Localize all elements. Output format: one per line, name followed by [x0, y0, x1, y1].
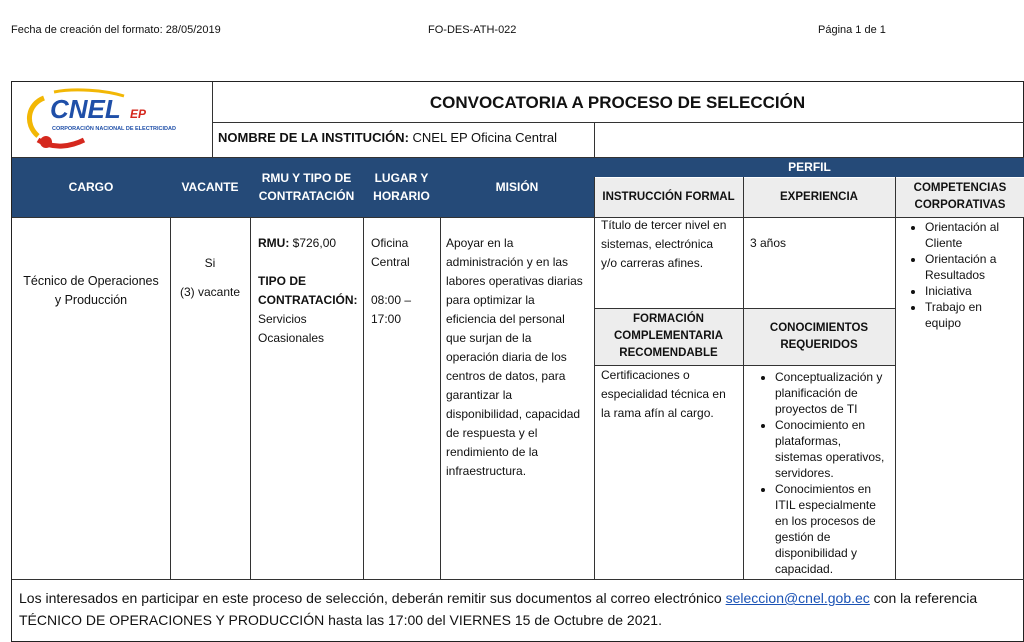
format-date: Fecha de creación del formato: 28/05/2019 [11, 24, 221, 36]
email-link[interactable]: seleccion@cnel.gob.ec [725, 590, 870, 606]
divider [250, 217, 251, 579]
formacion-line: la rama afín al cargo. [601, 406, 714, 420]
header-conocimientos [743, 308, 895, 365]
conocimiento-item: • Conceptualización y planificación de proyectos de TI [775, 369, 895, 417]
rmu-cell [258, 234, 360, 348]
competencia-item: • Orientación a Resultados [925, 251, 1024, 283]
divider [594, 177, 595, 579]
logo-red-dot [40, 136, 52, 148]
header-formacion-line1: FORMACIÓN [633, 313, 704, 325]
mision-line: de respuesta y el [446, 426, 538, 440]
divider [594, 177, 1024, 178]
conocimiento-item: • Conocimientos en ITIL especialmente en los procesos de gestión de disponibilidad y capacidad. [775, 481, 895, 577]
divider [594, 308, 895, 309]
competencia-item: • Iniciativa [925, 283, 1024, 299]
logo-brand: CNEL [50, 94, 121, 124]
divider [170, 217, 171, 579]
header-lugar-line2: HORARIO [373, 189, 430, 203]
cargo-line2: y Producción [54, 293, 128, 307]
rmu-value: $726,00 [289, 236, 337, 250]
header-competencias-line1: COMPETENCIAS [913, 182, 1007, 194]
mision-line: operación diaria de los [446, 350, 567, 364]
competencia-item: • Orientación al Cliente [925, 219, 1024, 251]
tipo-label-line1: TIPO DE [258, 274, 307, 288]
divider [12, 217, 1024, 218]
divider [212, 82, 213, 157]
document-table [11, 81, 1024, 642]
mision-line: para optimizar la [446, 293, 535, 307]
divider [594, 122, 595, 157]
mision-line: infraestructura. [446, 464, 527, 478]
logo-tagline: CORPORACIÓN NACIONAL DE ELECTRICIDAD [52, 126, 176, 132]
competencias-list [895, 219, 1024, 331]
footer-text-1: Los interesados en participar en este proceso de selección, deberán remitir sus documentos al correo electrónico [19, 590, 726, 606]
tipo-value-line1: Servicios [258, 312, 307, 326]
horario-line2: 17:00 [371, 312, 402, 326]
divider [895, 177, 896, 579]
divider [440, 217, 441, 579]
institution-label: NOMBRE DE LA INSTITUCIÓN: [218, 130, 409, 145]
mision-line: administración y en las [446, 255, 569, 269]
header-competencias-line2: CORPORATIVAS [914, 199, 1006, 211]
conocimiento-item: • Conocimiento en plataformas, sistemas operativos, servidores. [775, 417, 895, 481]
cargo-cell [12, 272, 170, 310]
lugar-line2: Central [371, 255, 410, 269]
header-perfil: PERFIL [594, 157, 1024, 177]
formacion-cell [601, 366, 741, 423]
experiencia-cell: 3 años [750, 236, 787, 250]
instruccion-line: Título de tercer nivel en [601, 218, 727, 232]
divider [363, 217, 364, 579]
format-code: FO-DES-ATH-022 [428, 24, 517, 36]
rmu-label: RMU: [258, 236, 290, 250]
divider [12, 157, 1024, 158]
mision-line: Apoyar en la [446, 236, 514, 250]
vacante-line2: (3) vacante [179, 285, 241, 299]
header-rmu-line1: RMU Y TIPO DE [261, 171, 352, 185]
header-experiencia: EXPERIENCIA [743, 177, 895, 217]
vacante-line1: Si [204, 256, 216, 270]
lugar-line1: Oficina [371, 236, 409, 250]
instruccion-line: y/o carreras afines. [601, 256, 704, 270]
footer-text-2: con la referencia [869, 590, 978, 606]
footer-text-3: TÉCNICO DE OPERACIONES Y PRODUCCIÓN hasta las 17:00 del VIERNES 15 de Octubre de 2021. [19, 612, 662, 628]
horario-line1: 08:00 – [371, 293, 412, 307]
footer-note [19, 587, 1023, 631]
header-mision: MISIÓN [440, 157, 594, 217]
tipo-value-line2: Ocasionales [258, 331, 325, 345]
divider [743, 177, 744, 579]
institution-value: CNEL EP Oficina Central [412, 130, 558, 145]
header-conocimientos-line2: REQUERIDOS [780, 338, 858, 351]
tipo-label-line2: CONTRATACIÓN: [258, 293, 358, 307]
institution-field [218, 128, 598, 150]
divider [12, 579, 1024, 580]
divider [594, 365, 895, 366]
logo-suffix: EP [130, 107, 147, 121]
mision-line: eficiencia del personal [446, 312, 565, 326]
header-formacion-line3: RECOMENDABLE [619, 347, 718, 359]
mision-line: que surjan de la [446, 331, 532, 345]
conocimientos-list [743, 369, 895, 577]
cargo-line1: Técnico de Operaciones [23, 274, 159, 288]
header-vacante: VACANTE [170, 157, 250, 217]
header-formacion-line2: COMPLEMENTARIA [613, 330, 724, 342]
header-competencias [895, 177, 1024, 217]
mision-line: rendimiento de la [446, 445, 539, 459]
header-rmu [250, 157, 363, 217]
header-lugar [363, 157, 440, 217]
competencias-cell [895, 219, 1024, 331]
instruccion-cell [601, 216, 741, 273]
vacante-cell [170, 254, 250, 302]
logo-yellow-arc [29, 98, 44, 136]
conocimientos-cell [743, 369, 895, 577]
mision-line: labores operativas diarias [446, 274, 583, 288]
header-instruccion: INSTRUCCIÓN FORMAL [594, 177, 743, 217]
divider [212, 122, 1024, 123]
header-conocimientos-line1: CONOCIMIENTOS [769, 321, 869, 334]
page-number: Página 1 de 1 [818, 24, 886, 36]
formacion-line: Certificaciones o [601, 368, 690, 382]
header-rmu-line2: CONTRATACIÓN [258, 189, 355, 203]
formacion-line: especialidad técnica en [601, 387, 726, 401]
mision-line: garantizar la [446, 388, 513, 402]
mision-line: centros de datos, para [446, 369, 566, 383]
cnel-logo [14, 84, 212, 156]
mision-cell [446, 234, 594, 481]
header-cargo: CARGO [12, 157, 170, 217]
page-title: CONVOCATORIA A PROCESO DE SELECCIÓN [429, 93, 806, 112]
instruccion-line: sistemas, electrónica [601, 237, 714, 251]
competencia-item: • Trabajo en equipo [925, 299, 1024, 331]
mision-line: disponibilidad, capacidad [446, 407, 581, 421]
header-lugar-line1: LUGAR Y [374, 171, 429, 185]
lugar-cell [371, 234, 437, 329]
header-formacion [594, 308, 743, 365]
